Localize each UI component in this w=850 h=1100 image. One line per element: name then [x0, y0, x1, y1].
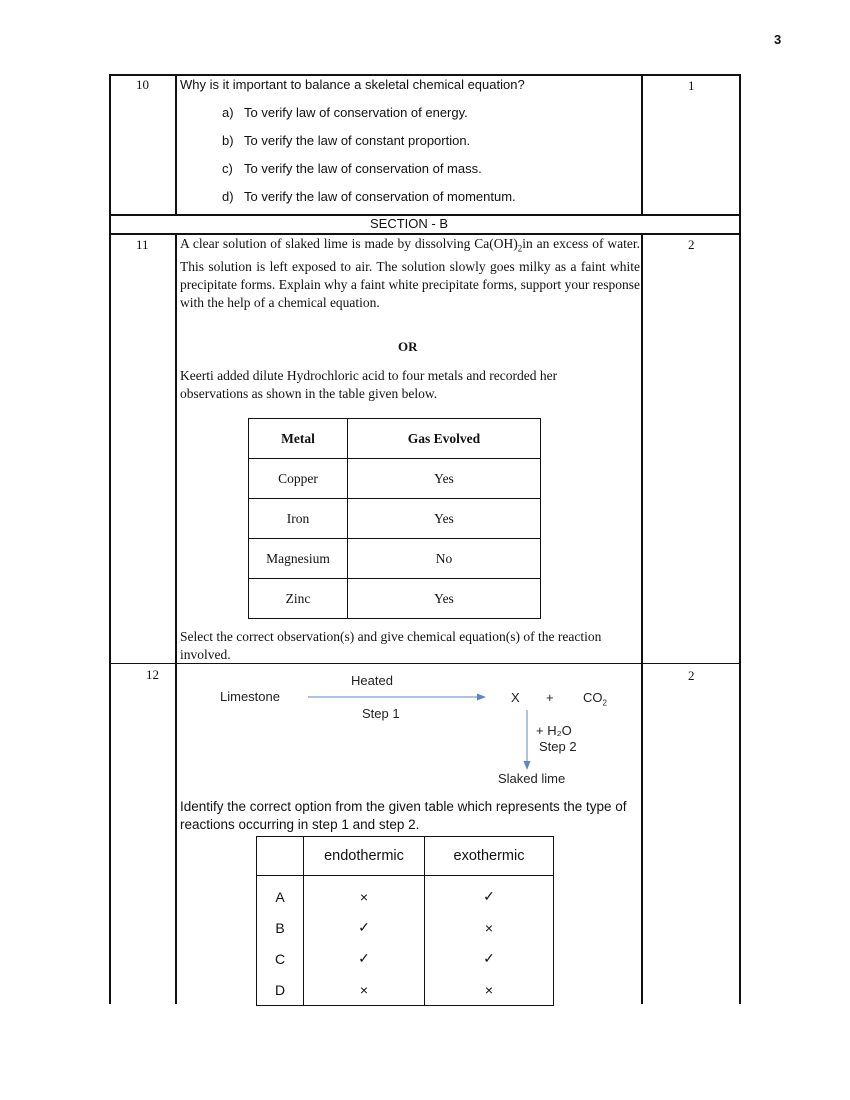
step1-arrow — [308, 694, 486, 701]
exo-mark: ✓ — [425, 943, 554, 974]
q11-alt-intro: Keerti added dilute Hydrochloric acid to four metals and recorded her observations as shown in the table given below. — [180, 368, 558, 401]
option-label: C — [257, 943, 304, 974]
header-endothermic: endothermic — [304, 837, 425, 876]
exo-mark: × — [425, 912, 554, 943]
endo-mark: ✓ — [304, 943, 425, 974]
or-label: OR — [398, 339, 418, 354]
q10-marks: 1 — [688, 78, 695, 93]
exo-mark: × — [425, 974, 554, 1006]
option-label: D — [257, 974, 304, 1006]
q10-option-a: a) To verify law of conservation of energy. — [222, 105, 468, 120]
endo-mark: ✓ — [304, 912, 425, 943]
q11-number: 11 — [136, 237, 149, 252]
q10-number: 10 — [136, 77, 149, 92]
co2-label: $CO_2$ — [583, 690, 607, 708]
section-title: SECTION - B — [369, 216, 448, 231]
reaction-type-table — [256, 836, 554, 1006]
cell-gas: No — [348, 539, 541, 579]
header-exothermic: exothermic — [425, 837, 554, 876]
table-row — [257, 943, 554, 974]
q10-option-d: d) To verify the law of conservation of momentum. — [222, 189, 516, 204]
cell-metal: Magnesium — [249, 539, 348, 579]
q12-marks: 2 — [688, 668, 695, 683]
step2-arrow — [524, 710, 531, 770]
cell-gas: Yes — [348, 499, 541, 539]
q11-marks: 2 — [688, 237, 695, 252]
header-gas-evolved: Gas Evolved — [348, 419, 541, 459]
table-row — [257, 974, 554, 1006]
q11-alt-question: Select the correct observation(s) and give chemical equation(s) of the reaction involved. — [180, 629, 602, 662]
q11-question: A clear solution of slaked lime is made by dissolving $Ca(OH)_2in$ an excess of water. This solution is left exposed to air. The solution slowly goes milky as a faint white precipitate forms. Explain why a faint white precipitate forms, support your response with the help of a chemical equation. — [180, 236, 640, 310]
cell-metal: Copper — [249, 459, 348, 499]
cell-gas: Yes — [348, 579, 541, 619]
option-label: B — [257, 912, 304, 943]
cell-metal: Zinc — [249, 579, 348, 619]
q12-question: Identify the correct option from the given table which represents the type of reactions occurring in step 1 and step 2. — [180, 799, 627, 832]
header-metal: Metal — [249, 419, 348, 459]
q10-option-b: b) To verify the law of constant proportion. — [222, 133, 471, 148]
cell-gas: Yes — [348, 459, 541, 499]
endo-mark: × — [304, 876, 425, 913]
option-label: A — [257, 876, 304, 913]
q10-option-c: c) To verify the law of conservation of mass. — [222, 161, 482, 176]
q12-number: 12 — [146, 667, 159, 682]
exo-mark: ✓ — [425, 876, 554, 913]
endo-mark: × — [304, 974, 425, 1006]
limestone-label: Limestone — [220, 689, 280, 704]
q10-question: Why is it important to balance a skeletal chemical equation? — [180, 77, 525, 92]
plus-sign: + — [546, 690, 554, 705]
table-row — [257, 876, 554, 913]
cell-metal: Iron — [249, 499, 348, 539]
h2o-label: + H₂O — [536, 723, 572, 738]
slaked-lime-label: Slaked lime — [498, 771, 566, 786]
heated-label: Heated — [351, 673, 393, 688]
table-row — [257, 912, 554, 943]
step1-label: Step 1 — [362, 706, 400, 721]
step2-label: Step 2 — [539, 739, 577, 754]
product-x: X — [511, 690, 520, 705]
page-number: 3 — [774, 32, 782, 47]
header-blank — [257, 837, 304, 876]
